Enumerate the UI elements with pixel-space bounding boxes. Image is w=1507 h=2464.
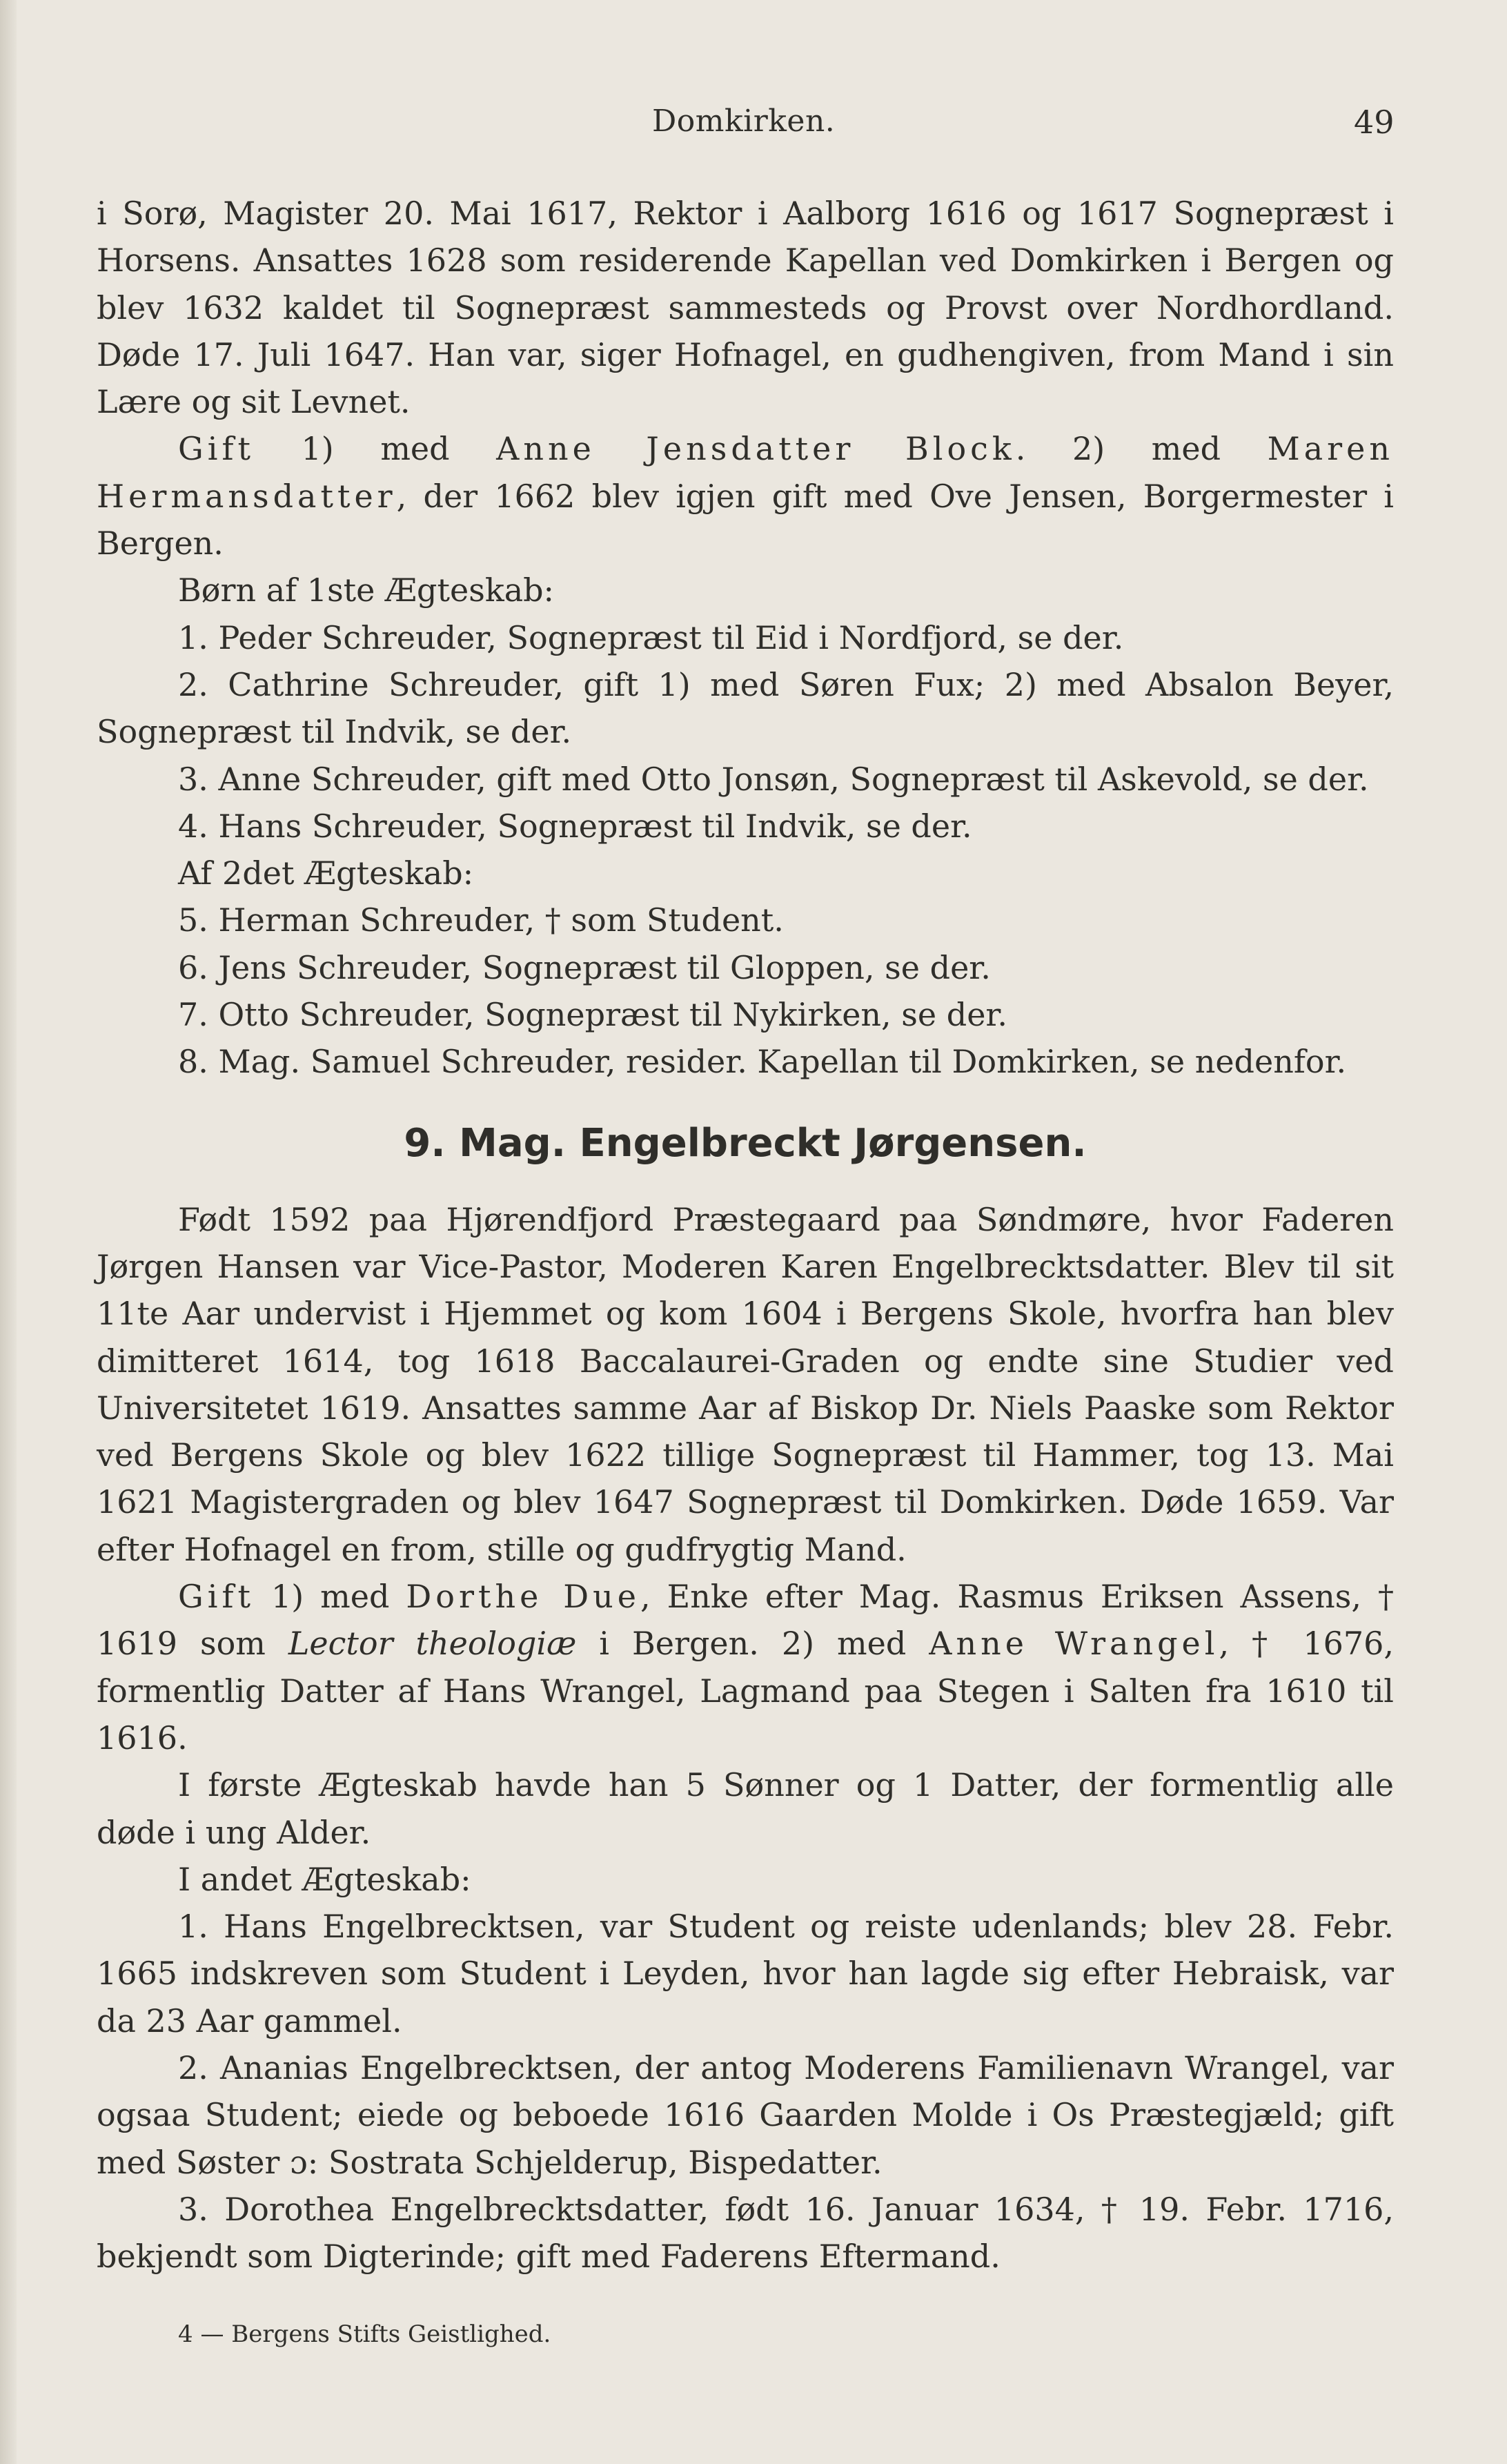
child-list-item: 2. Cathrine Schreuder, gift 1) med Søren Fux; 2) med Absalon Beyer, Sognepræst til Indvik, se der. — [97, 665, 1394, 751]
printer-signature: 4 — Bergens Stifts Geistlighed. — [178, 2320, 551, 2348]
spouse-name: Dorthe Due — [406, 1578, 641, 1616]
paragraph-first-marriage-children: I første Ægteskab havde han 5 Sønner og 1 Datter, der formentlig alle døde i ung Alder. — [97, 1766, 1394, 1851]
children-heading: Børn af 1ste Ægteskab: — [178, 571, 555, 609]
paragraph-text: 1) med — [254, 1578, 406, 1616]
child-list-item: 4. Hans Schreuder, Sognepræst til Indvik, se der. — [178, 807, 972, 845]
children-heading: Af 2det Ægteskab: — [178, 854, 474, 892]
paragraph-text: , Enke efter Mag. Rasmus Eriksen Assens, † 1619 som — [97, 1578, 1395, 1663]
child-list-item: 3. Anne Schreuder, gift med Otto Jonsøn, Sognepræst til Askevold, se der. — [178, 760, 1369, 798]
gift-label: Gift — [178, 430, 255, 468]
spouse-name: Anne Jensdatter Block — [496, 430, 1016, 468]
child-list-item: 2. Ananias Engelbrecktsen, der antog Moderens Familienavn Wrangel, var ogsaa Student; eiede og beboede 1616 Gaarden Molde i Os Præstegjæld; gift med Søster ɔ: Sostrata Schjelderup, Bispedatter. — [97, 2049, 1394, 2181]
page-edge-shadow — [0, 0, 17, 2464]
child-list-item: 1. Peder Schreuder, Sognepræst til Eid i Nordfjord, se der. — [178, 618, 1124, 656]
child-list-item: 8. Mag. Samuel Schreuder, resider. Kapellan til Domkirken, se nedenfor. — [178, 1043, 1347, 1081]
page-number: 49 — [1354, 104, 1395, 141]
page-body — [97, 190, 1394, 2280]
child-list-item: 3. Dorothea Engelbrecktsdatter, født 16. Januar 1634, † 19. Febr. 1716, bekjendt som Digterinde; gift med Faderens Eftermand. — [97, 2190, 1394, 2276]
child-list-item: 6. Jens Schreuder, Sognepræst til Gloppen, se der. — [178, 948, 991, 986]
paragraph-marriages — [97, 1573, 1394, 1761]
paragraph-text: , † 1676, formentlig Datter af Hans Wrangel, Lagmand paa Stegen i Salten fra 1610 til 1616. — [97, 1625, 1395, 1757]
paragraph-text: 1) med — [254, 430, 497, 468]
paragraph-biography: Født 1592 paa Hjørendfjord Præstegaard paa Søndmøre, hvor Faderen Jørgen Hansen var Vice-Pastor, Moderen Karen Engelbrecktsdatter. Blev til sit 11te Aar undervist i Hjemmet og kom 1604 i Bergens Skole, hvorfra han blev dimitteret 1614, tog 1618 Baccalaurei-Graden og endte sine Studier ved Universitetet 1619. Ansattes samme Aar af Biskop Dr. Niels Paaske som Rektor ved Bergens Skole og blev 1622 tillige Sognepræst til Hammer, tog 13. Mai 1621 Magistergraden og blev 1647 Sognepræst til Domkirken. Døde 1659. Var efter Hofnagel en from, stille og gudfrygtig Mand. — [97, 1200, 1394, 1568]
page-header — [0, 104, 1507, 152]
child-list-item: 7. Otto Schreuder, Sognepræst til Nykirken, se der. — [178, 996, 1007, 1034]
paragraph-marriages — [97, 425, 1394, 567]
child-list-item: 1. Hans Engelbrecktsen, var Student og reiste udenlands; blev 28. Febr. 1665 indskreven som Student i Leyden, hvor han lagde sig efter Hebraisk, var da 23 Aar gammel. — [97, 1908, 1394, 2040]
paragraph-text: i Bergen. 2) med — [576, 1625, 929, 1663]
latin-title: Lector theologiæ — [288, 1625, 577, 1663]
children-heading: I andet Ægteskab: — [178, 1860, 471, 1898]
gift-label: Gift — [178, 1578, 255, 1616]
spouse-name: Anne Wrangel — [929, 1625, 1219, 1663]
section-heading: 9. Mag. Engelbreckt Jørgensen. — [404, 1120, 1087, 1166]
paragraph-text: . 2) med — [1015, 430, 1268, 468]
paragraph-text: , der 1662 blev igjen gift med Ove Jensen, Borgermester i Bergen. — [97, 477, 1394, 563]
child-list-item: 5. Herman Schreuder, † som Student. — [178, 901, 784, 939]
spouse-name: Maren Hermansdatter — [97, 430, 1394, 515]
running-head: Domkirken. — [652, 104, 836, 139]
paragraph-biography-ending: i Sorø, Magister 20. Mai 1617, Rektor i Aalborg 1616 og 1617 Sognepræst i Horsens. Ansattes 1628 som residerende Kapellan ved Domkirken i Bergen og blev 1632 kaldet til Sognepræst sammesteds og Provst over Nordhordland. Døde 17. Juli 1647. Han var, siger Hofnagel, en gudhengiven, from Mand i sin Lære og sit Levnet. — [97, 195, 1394, 421]
